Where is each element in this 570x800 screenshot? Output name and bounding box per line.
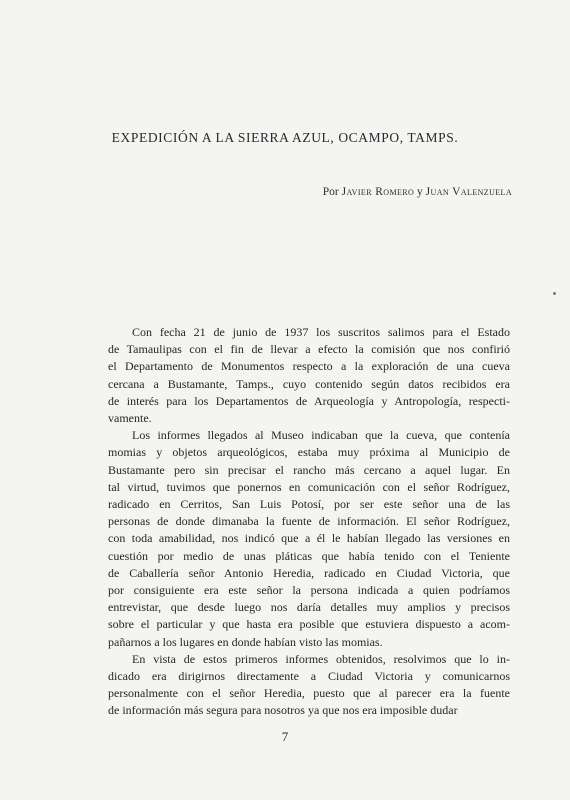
text-line: el Departamento de Monumentos respecto a la exploración de una cueva bbox=[108, 359, 510, 374]
text-line: con toda amabilidad, nos indicó que a él le habían llegado las versiones en bbox=[108, 531, 510, 546]
text-line: Con fecha 21 de junio de 1937 los suscritos salimos para el Estado bbox=[132, 325, 510, 339]
text-line: entrevistar, que desde luego nos daría detalles muy amplios y precisos bbox=[108, 600, 510, 615]
page-number: 7 bbox=[281, 729, 289, 744]
text-line: momias y objetos arqueológicos, estaba muy próxima al Municipio de bbox=[108, 445, 510, 460]
byline-conjunction: y bbox=[417, 186, 423, 198]
text-line: de interés para los Departamentos de Arqueología y Antropología, respecti- bbox=[108, 393, 510, 408]
text-line: cuestión por medio de unas pláticas que había tenido con el Teniente bbox=[108, 548, 510, 563]
text-line: vamente. bbox=[108, 411, 152, 426]
text-line: radicado en Cerritos, San Luis Potosí, por ser este señor una de las bbox=[108, 497, 510, 512]
text-line: personas de donde dimanaba la fuente de información. El señor Rodríguez, bbox=[108, 514, 510, 529]
article-body bbox=[108, 324, 510, 720]
text-line: de Tamaulipas con el fin de llevar a efecto la comisión que nos confirió bbox=[108, 342, 510, 357]
text-line: por consiguiente era este señor la persona indicada a quien podríamos bbox=[108, 583, 510, 598]
text-line: pañarnos a los lugares en donde habían visto las momias. bbox=[108, 634, 383, 649]
margin-mark bbox=[553, 292, 556, 295]
text-line: tal virtud, tuvimos que ponernos en comunicación con el señor Rodríguez, bbox=[108, 479, 510, 494]
text-line: personalmente con el señor Heredia, puesto que al parecer era la fuente bbox=[108, 686, 510, 701]
paragraph bbox=[108, 651, 510, 720]
paragraph bbox=[108, 427, 510, 651]
text-line: cercana a Bustamante, Tamps., cuyo contenido según datos recibidos era bbox=[108, 376, 510, 391]
byline-prefix: Por bbox=[322, 186, 339, 198]
paragraph bbox=[108, 324, 510, 427]
text-line: de información más segura para nosotros ya que nos era imposible dudar bbox=[108, 703, 458, 718]
text-line: En vista de estos primeros informes obtenidos, resolvimos que lo in- bbox=[132, 651, 510, 666]
byline bbox=[323, 186, 512, 198]
text-line: de Caballería señor Antonio Heredia, radicado en Ciudad Victoria, que bbox=[108, 565, 510, 580]
author-name: Javier Romero bbox=[341, 186, 415, 198]
author-name: Juan Valenzuela bbox=[425, 186, 512, 198]
article-title: EXPEDICIÓN A LA SIERRA AZUL, OCAMPO, TAMPS. bbox=[111, 130, 459, 145]
text-line: dicado era dirigirnos directamente a Ciudad Victoria y comunicarnos bbox=[108, 669, 510, 684]
text-line: Bustamante pero sin precisar el rancho más cercano a aquel lugar. En bbox=[108, 462, 510, 477]
text-line: Los informes llegados al Museo indicaban que la cueva, que contenía bbox=[132, 428, 510, 443]
text-line: sobre el particular y que hasta era posible que estuviera dispuesto a acom- bbox=[108, 617, 510, 632]
